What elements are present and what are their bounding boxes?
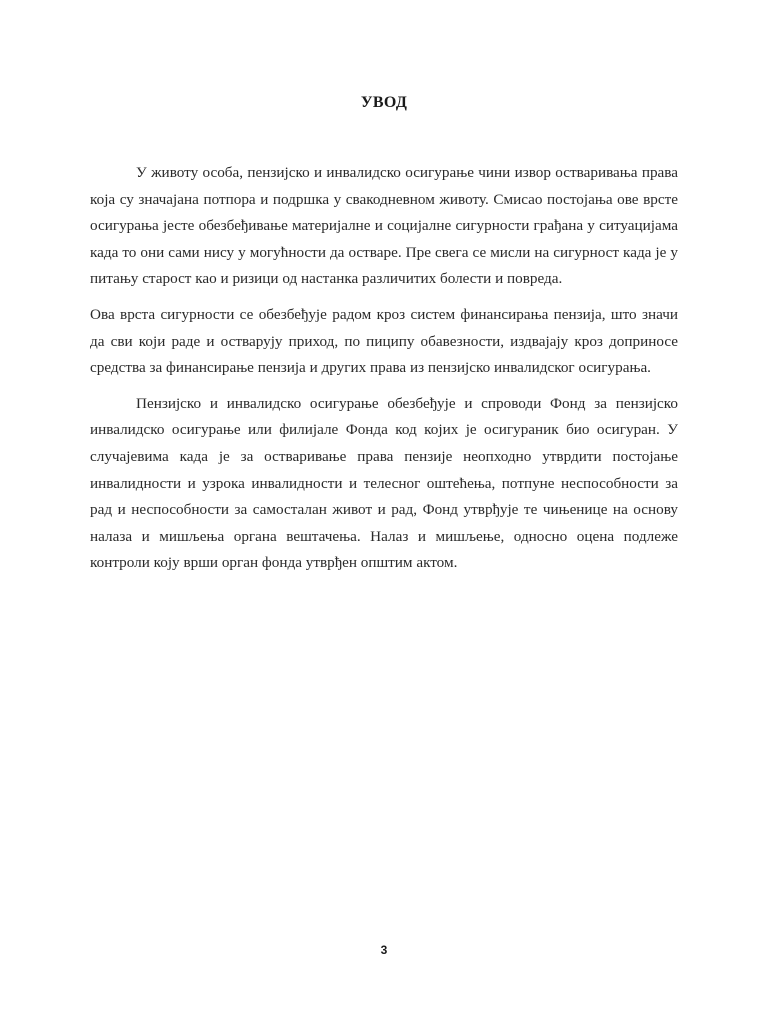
paragraph-3: Пензијско и инвалидско осигурање обезбеђује и спроводи Фонд за пензијско инвалидско осигурање или филијале Фонда код којих је осигураник био осигуран. У случајевима када је за остваривање права пензије неопходно утврдити постојање инвалидности и узрока инвалидности и телесног оштећења, потпуне неспособности за рад и неспособности за самосталан живот и рад, Фонд утврђује те чињенице на основу налаза и мишљења органа вештачења. Налаз и мишљење, односно оцена подлеже контроли коју врши орган фонда утврђен општим актом. (90, 394, 678, 572)
paragraph-2: Ова врста сигурности се обезбеђује радом кроз систем финансирања пензија, што значи да сви који раде и остварују приход, по пиципу обавезности, издвајају кроз доприносе средства за финансирање пензија и других права из пензијско инвалидског осигурања. (90, 305, 678, 377)
paragraph-1: У животу особа, пензијско и инвалидско осигурање чини извор остваривања права која су значајана потпора и подршка у свакодневном животу. Смисао постојања ове врсте осигурања јесте обезбеђивање материјалне и социјалне сигурности грађана у ситуацијама када то они сами нису у могућности да остваре. Пре свега се мисли на сигурност када је у питању старост као и ризици од настанка различитих болести и повреда. (90, 164, 678, 288)
page-title: УВОД (360, 94, 408, 111)
body-text (90, 160, 678, 577)
page-number: 3 (380, 943, 388, 957)
